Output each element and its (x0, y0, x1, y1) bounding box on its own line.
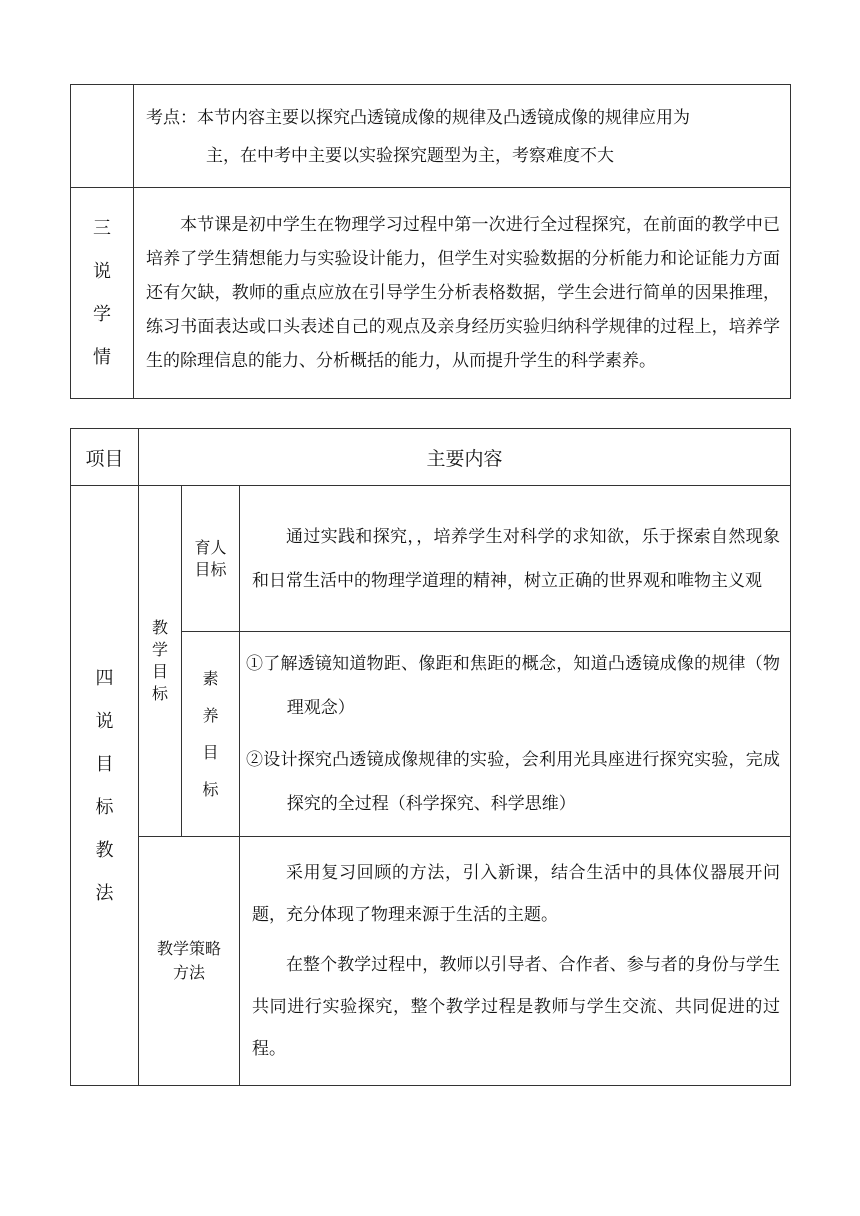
literacy-goal-label: 素 养 目 标 (182, 632, 240, 837)
strategy-para-2: 在整个教学过程中，教师以引导者、合作者、参与者的身份与学生共同进行实验探究，整个教学过程是教师与学生交流、共同促进的过程。 (252, 955, 780, 1059)
literacy-goal-item-2: ②设计探究凸透镜成像规律的实验，会利用光具座进行探究实验，完成探究的全过程（科学探究、科学思维） (246, 750, 780, 814)
goals-method-table (70, 428, 791, 1086)
header-item: 项目 (71, 429, 139, 486)
strategy-row (71, 837, 791, 1086)
literacy-goal-item-1: ①了解透镜知道物距、像距和焦距的概念，知道凸透镜成像的规律（物理观念） (246, 654, 780, 718)
header-row (71, 429, 791, 486)
teaching-goals-label: 教 学 目 标 (139, 486, 182, 837)
section-four-label: 四 说 目 标 教 法 (71, 486, 139, 1086)
empty-label-cell (71, 85, 134, 188)
strategy-para-1: 采用复习回顾的方法，引入新课，结合生活中的具体仪器展开问题，充分体现了物理来源于生活的主题。 (252, 863, 780, 925)
learning-situation-table (70, 84, 791, 399)
header-main-content: 主要内容 (139, 429, 791, 486)
exam-point-line-2: 主，在中考中主要以实验探究题型为主，考察难度不大 (206, 146, 614, 166)
student-situation-text: 本节课是初中学生在物理学习过程中第一次进行全过程探究，在前面的教学中已培养了学生猜想能力与实验设计能力，但学生对实验数据的分析能力和论证能力方面还有欠缺，教师的重点应放在引导学生分析表格数据，学生会进行简单的因果推理，练习书面表达或口头表述自己的观点及亲身经历实验归纳科学规律的过程上，培养学生的除理信息的能力、分析概括的能力，从而提升学生的科学素养。 (146, 215, 780, 371)
student-situation-row (71, 188, 791, 399)
education-goal-label: 育人 目标 (182, 486, 240, 632)
education-goal-text: 通过实践和探究，，培养学生对科学的求知欲，乐于探索自然现象和日常生活中的物理学道理的精神，树立正确的世界观和唯物主义观 (252, 526, 780, 591)
exam-point-line-1: 考点：本节内容主要以探究凸透镜成像的规律及凸透镜成像的规律应用为 (146, 108, 690, 128)
education-goal-cell (240, 486, 791, 632)
exam-point-cell (134, 85, 791, 188)
exam-point-row (71, 85, 791, 188)
student-situation-label: 三 说 学 情 (71, 188, 134, 399)
student-situation-cell (134, 188, 791, 399)
strategy-label: 教学策略 方法 (139, 837, 240, 1086)
education-goal-row (71, 486, 791, 632)
strategy-cell (240, 837, 791, 1086)
literacy-goal-cell (240, 632, 791, 837)
